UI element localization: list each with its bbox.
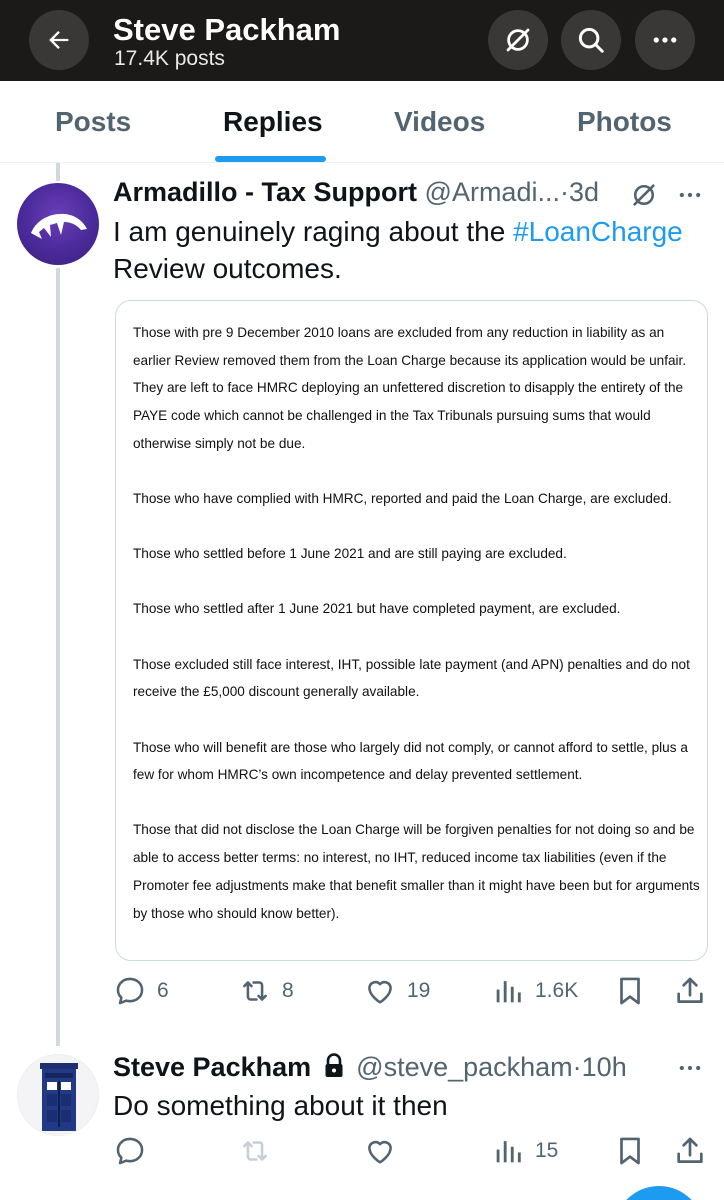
compose-button[interactable] <box>614 1186 704 1200</box>
repost-icon <box>238 974 272 1008</box>
repost-button-disabled <box>238 1134 272 1168</box>
tab-replies[interactable]: Replies <box>223 106 323 137</box>
image-paragraph: Those who have complied with HMRC, reported and paid the Loan Charge, are excluded. <box>133 491 672 507</box>
like-button[interactable] <box>363 1134 397 1168</box>
lock-icon <box>323 1053 345 1086</box>
tweet-header <box>113 177 599 208</box>
share-button[interactable] <box>673 1134 707 1168</box>
active-tab-indicator <box>215 156 326 162</box>
search-button[interactable] <box>561 10 621 70</box>
tab-photos[interactable]: Photos <box>577 106 672 137</box>
avatar[interactable] <box>17 1054 99 1136</box>
like-button[interactable] <box>363 974 430 1008</box>
profile-header <box>0 0 724 81</box>
tweet-time[interactable]: ·3d <box>559 177 599 207</box>
like-count: 19 <box>407 979 431 1002</box>
repost-count: 8 <box>282 979 294 1002</box>
reply-icon <box>113 974 147 1008</box>
share-icon <box>673 974 707 1008</box>
author-name[interactable]: Armadillo - Tax Support <box>113 177 418 207</box>
author-handle[interactable]: @steve_packham <box>356 1052 573 1082</box>
tweet-actions <box>113 974 713 1014</box>
tweet-actions <box>113 1134 713 1174</box>
author-handle[interactable]: @Armadi... <box>424 177 560 207</box>
tweet-image[interactable] <box>115 300 708 961</box>
bookmark-icon <box>613 1134 647 1168</box>
bookmark-icon <box>613 974 647 1008</box>
reply-count: 6 <box>157 979 169 1002</box>
views-count: 15 <box>535 1139 559 1162</box>
arrow-left-icon <box>45 26 73 54</box>
author-name[interactable]: Steve Packham <box>113 1052 312 1082</box>
hashtag-link[interactable]: #LoanCharge <box>513 216 683 247</box>
armadillo-logo-icon <box>17 183 99 265</box>
back-button[interactable] <box>29 10 89 70</box>
repost-button[interactable] <box>238 974 294 1008</box>
tweet-text-part: I am genuinely raging about the <box>113 216 514 247</box>
image-paragraph: Those that did not disclose the Loan Charge will be forgiven penalties for not doing so and be able to access better terms: no interest, no IHT, reduced income tax liabilities (even if the Promoter fee adjustments make that benefit smaller than it might have been but for arguments by those who should know better). <box>133 822 700 921</box>
image-paragraph: Those who settled after 1 June 2021 but have completed payment, are excluded. <box>133 601 621 617</box>
views-icon <box>491 1134 525 1168</box>
reply-button[interactable] <box>113 1134 147 1168</box>
search-icon <box>576 25 606 55</box>
bookmark-button[interactable] <box>613 974 647 1008</box>
heart-icon <box>363 1134 397 1168</box>
post-count: 17.4K posts <box>114 47 225 70</box>
profile-tabs <box>0 81 724 163</box>
tweet-text <box>113 213 713 287</box>
more-icon <box>650 25 680 55</box>
heart-icon <box>363 974 397 1008</box>
repost-icon <box>238 1134 272 1168</box>
views-icon <box>491 974 525 1008</box>
image-paragraph: Those with pre 9 December 2010 loans are excluded from any reduction in liability as an earlier Review removed them from the Loan Charge because its application would be unfair. They are left to face HMRC deploying an unfettered discretion to disapply the entirety of the PAYE code which cannot be challenged in the Tax Tribunals pursuing sums that would otherwise simply not be due. <box>133 325 687 451</box>
tweet-more-icon[interactable] <box>676 1054 704 1087</box>
avatar[interactable] <box>17 183 99 265</box>
tweet-text: Do something about it then <box>113 1090 448 1121</box>
mute-button[interactable] <box>488 10 548 70</box>
image-paragraph: Those who settled before 1 June 2021 and are still paying are excluded. <box>133 546 567 562</box>
share-button[interactable] <box>673 974 707 1008</box>
tweet-text-part: Review outcomes. <box>113 253 342 284</box>
tardis-icon <box>18 1055 99 1136</box>
tweet-time[interactable]: ·10h <box>572 1052 627 1082</box>
image-paragraph: Those excluded still face interest, IHT, possible late payment (and APN) penalties and do not receive the £5,000 discount generally available. <box>133 656 690 700</box>
reply-icon <box>113 1134 147 1168</box>
views-button[interactable] <box>491 974 578 1008</box>
thread-line-top <box>56 163 60 181</box>
tab-videos[interactable]: Videos <box>394 106 486 137</box>
reply-button[interactable] <box>113 974 169 1008</box>
image-paragraph: Those who will benefit are those who largely did not comply, or cannot afford to settle, plus a few for whom HMRC’s own incompetence and delay prevented settlement. <box>133 739 688 783</box>
views-count: 1.6K <box>535 979 579 1002</box>
views-button[interactable] <box>491 1134 558 1168</box>
tweet-more-icon[interactable] <box>676 181 704 214</box>
bookmark-button[interactable] <box>613 1134 647 1168</box>
more-button[interactable] <box>635 10 695 70</box>
share-icon <box>673 1134 707 1168</box>
mute-icon <box>503 25 533 55</box>
profile-name: Steve Packham <box>113 12 341 47</box>
muted-icon <box>630 181 658 214</box>
image-text <box>133 319 703 955</box>
tab-posts[interactable]: Posts <box>55 106 132 137</box>
tweet-header <box>113 1052 627 1086</box>
thread-line <box>56 268 60 1046</box>
